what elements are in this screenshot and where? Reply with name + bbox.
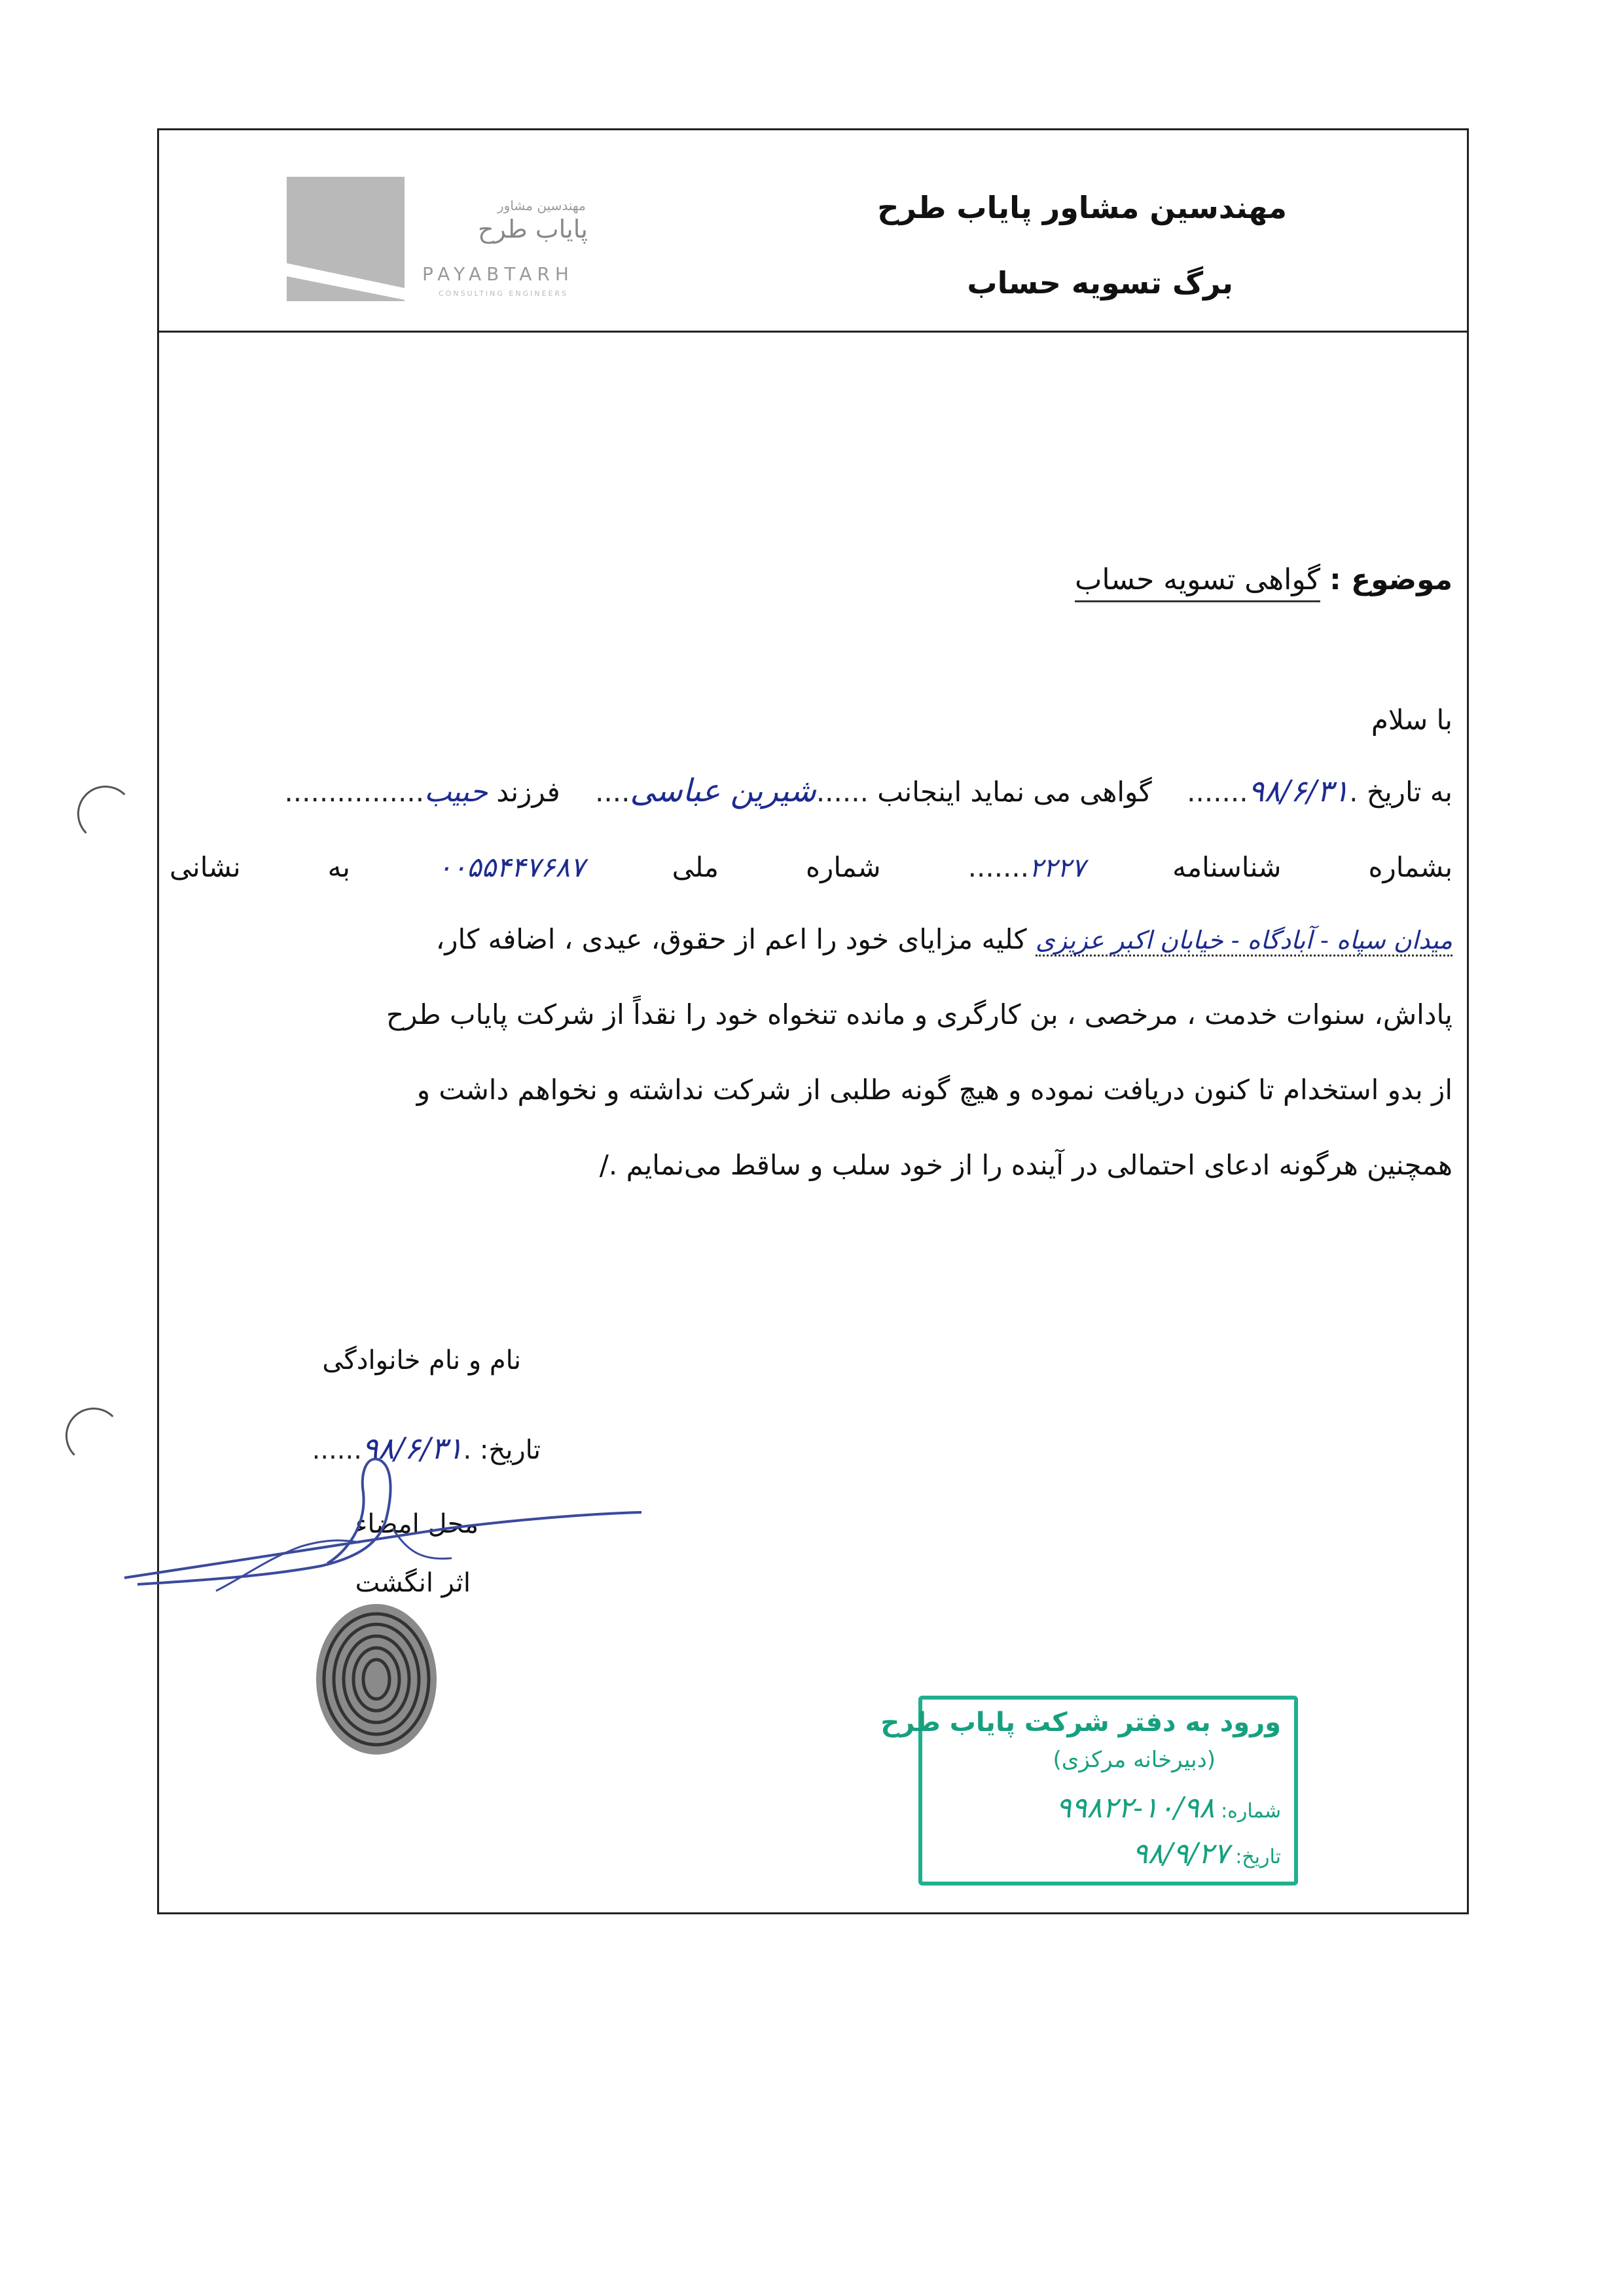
subject-label: موضوع :: [1329, 563, 1453, 596]
header-divider: [157, 331, 1469, 333]
body-line-2: بشماره شناسنامه ۲۲۲۷....... شماره ملی ۰۰۵۵۴۴۷۶۸۷ به نشانی: [170, 851, 1453, 883]
stamp-title: ورود به دفتر شرکت پایاب طرح: [880, 1707, 1281, 1738]
subject-line: [1075, 563, 1453, 596]
signature-place-label: محل امضاء: [355, 1509, 478, 1539]
signature-date: تاریخ: .۹۸/۶/۳۱......: [312, 1430, 541, 1466]
date-prefix: به تاریخ: [1366, 776, 1453, 808]
name-handwritten: شیرین عباسی: [630, 773, 816, 809]
form-title: برگ تسویه حساب: [967, 265, 1233, 301]
address-handwritten: میدان سپاه - آبادگاه - خیابان اکبر عزیزی: [1036, 926, 1453, 957]
national-id-label: شماره ملی: [672, 851, 881, 883]
national-id-handwritten: ۰۰۵۵۴۴۷۶۸۷: [437, 851, 585, 883]
stamp-date-value: ۹۸/۹/۲۷: [1132, 1837, 1229, 1870]
logo-text-en: PAYABTARH: [422, 263, 574, 285]
certify-text: گواهی می نماید اینجانب: [877, 776, 1152, 808]
greeting: با سلام: [1371, 704, 1453, 736]
company-name: مهندسین مشاور پایاب طرح: [877, 190, 1287, 225]
id-label: بشماره شناسنامه: [1172, 851, 1453, 883]
full-name-label: نام و نام خانوادگی: [322, 1345, 521, 1376]
child-of-label: فرزند: [496, 776, 560, 808]
father-handwritten: حبیب: [424, 775, 488, 809]
benefits-text: کلیه مزایای خود را اعم از حقوق، عیدی ، اضافه کار،: [435, 923, 1027, 955]
logo-text-small-fa: مهندسین مشاور: [497, 198, 586, 213]
signature-date-handwritten: ۹۸/۶/۳۱: [361, 1430, 463, 1466]
logo-text-fa: پایاب طرح: [478, 215, 588, 244]
address-label: به نشانی: [170, 851, 350, 883]
body-line-1: به تاریخ .۹۸/۶/۳۱....... گواهی می نماید اینجانب ......شیرین عباسی.... فرزند حبیب................: [284, 773, 1453, 809]
company-logo: [281, 172, 609, 312]
body-line-6: همچنین هرگونه ادعای احتمالی در آینده را از خود سلب و ساقط می‌نمایم ./: [599, 1149, 1453, 1181]
handwritten-signature-icon: [118, 1394, 655, 1617]
body-line-5: از بدو استخدام تا کنون دریافت نموده و هیچ گونه طلبی از شرکت نداشته و نخواهم داشت و: [416, 1074, 1453, 1106]
signature-date-label: تاریخ:: [479, 1435, 541, 1465]
stamp-number-label: شماره:: [1221, 1800, 1281, 1823]
subject-value: گواهی تسویه حساب: [1075, 563, 1320, 602]
stamp-date: [1132, 1837, 1281, 1870]
fingerprint-icon: [308, 1597, 445, 1761]
date-handwritten: ۹۸/۶/۳۱: [1248, 773, 1350, 809]
punch-hole-top: [77, 786, 134, 842]
id-handwritten: ۲۲۲۷: [1029, 853, 1086, 883]
registration-stamp: [880, 1696, 1298, 1886]
stamp-number: [1056, 1791, 1281, 1825]
stamp-date-label: تاریخ:: [1235, 1846, 1281, 1868]
punch-hole-bottom: [65, 1408, 122, 1464]
body-line-4: پاداش، سنوات خدمت ، مرخصی ، بن کارگری و مانده تنخواه خود را نقداً از شرکت پایاب طرح: [386, 998, 1453, 1030]
stamp-number-value: ۱۰/۹۸-۹۹۸۲۲: [1056, 1791, 1215, 1825]
fingerprint-label: اثر انگشت: [355, 1568, 471, 1598]
logo-text-en-small: CONSULTING ENGINEERS: [439, 289, 569, 298]
stamp-subtitle: (دبیرخانه مرکزی): [1053, 1747, 1216, 1773]
body-line-3: [436, 923, 1453, 955]
